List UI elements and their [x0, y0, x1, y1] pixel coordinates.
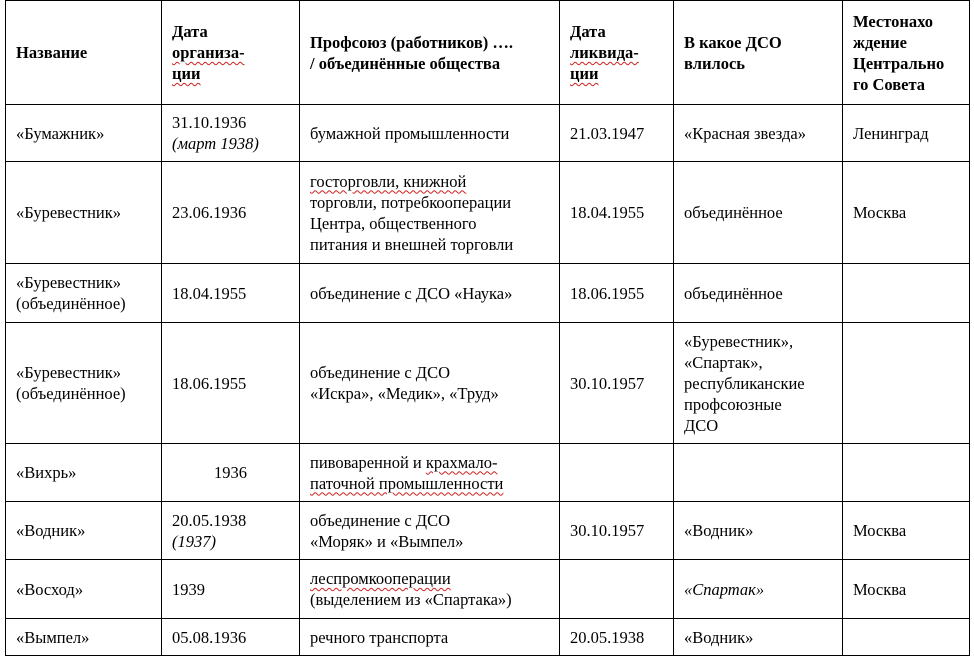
table-row [6, 560, 970, 619]
header-union: Профсоюз (работников) …. / объединённые общества [300, 1, 560, 105]
cell-liq-date: 18.04.1955 [560, 162, 674, 264]
cell-org-date: 18.06.1955 [162, 323, 300, 444]
table-row [6, 444, 970, 502]
cell-org-date: 31.10.1936 (март 1938) [162, 105, 300, 162]
table-row [6, 619, 970, 656]
cell-union: речного транспорта [300, 619, 560, 656]
table-row [6, 323, 970, 444]
cell-union: леспромкооперации (выделением из «Спартака») [300, 560, 560, 619]
cell-org-date: 18.04.1955 [162, 264, 300, 323]
cell-name: «Буревестник» (объединённое) [6, 264, 162, 323]
cell-liq-date [560, 560, 674, 619]
cell-merged-into: «Водник» [674, 502, 843, 560]
cell-merged-into [674, 444, 843, 502]
dso-table [5, 0, 970, 656]
table-row [6, 264, 970, 323]
cell-merged-into: объединённое [674, 264, 843, 323]
cell-union: госторговли, книжной торговли, потребкооперации Центра, общественного питания и внешней торговли [300, 162, 560, 264]
header-merged-into: В какое ДСО влилось [674, 1, 843, 105]
header-row [6, 1, 970, 105]
cell-merged-into: «Спартак» [674, 560, 843, 619]
cell-location [843, 619, 970, 656]
cell-name: «Бумажник» [6, 105, 162, 162]
table-row [6, 502, 970, 560]
cell-liq-date: 21.03.1947 [560, 105, 674, 162]
header-org-date: Дата организа- ции [162, 1, 300, 105]
cell-org-date: 1939 [162, 560, 300, 619]
cell-org-date: 05.08.1936 [162, 619, 300, 656]
cell-location [843, 323, 970, 444]
cell-org-date: 1936 [162, 444, 300, 502]
cell-location [843, 264, 970, 323]
cell-location [843, 444, 970, 502]
cell-liq-date: 30.10.1957 [560, 502, 674, 560]
cell-name: «Буревестник» [6, 162, 162, 264]
cell-org-date: 20.05.1938 (1937) [162, 502, 300, 560]
cell-union: бумажной промышленности [300, 105, 560, 162]
cell-merged-into: «Водник» [674, 619, 843, 656]
cell-location: Москва [843, 502, 970, 560]
cell-union: объединение с ДСО «Наука» [300, 264, 560, 323]
cell-merged-into: «Красная звезда» [674, 105, 843, 162]
cell-union: объединение с ДСО «Искра», «Медик», «Труд» [300, 323, 560, 444]
cell-name: «Водник» [6, 502, 162, 560]
cell-name: «Буревестник» (объединённое) [6, 323, 162, 444]
cell-location: Ленинград [843, 105, 970, 162]
header-location: Местонахо ждение Центрально го Совета [843, 1, 970, 105]
table-row [6, 162, 970, 264]
cell-liq-date: 18.06.1955 [560, 264, 674, 323]
cell-name: «Вымпел» [6, 619, 162, 656]
cell-org-date: 23.06.1936 [162, 162, 300, 264]
cell-name: «Восход» [6, 560, 162, 619]
cell-merged-into: «Буревестник», «Спартак», республиканские профсоюзные ДСО [674, 323, 843, 444]
cell-union: пивоваренной и крахмало- паточной промышленности [300, 444, 560, 502]
cell-location: Москва [843, 162, 970, 264]
cell-name: «Вихрь» [6, 444, 162, 502]
cell-liq-date [560, 444, 674, 502]
table-row [6, 105, 970, 162]
cell-location: Москва [843, 560, 970, 619]
cell-merged-into: объединённое [674, 162, 843, 264]
header-name: Название [6, 1, 162, 105]
cell-liq-date: 30.10.1957 [560, 323, 674, 444]
header-liq-date: Дата ликвида- ции [560, 1, 674, 105]
cell-union: объединение с ДСО «Моряк» и «Вымпел» [300, 502, 560, 560]
cell-liq-date: 20.05.1938 [560, 619, 674, 656]
